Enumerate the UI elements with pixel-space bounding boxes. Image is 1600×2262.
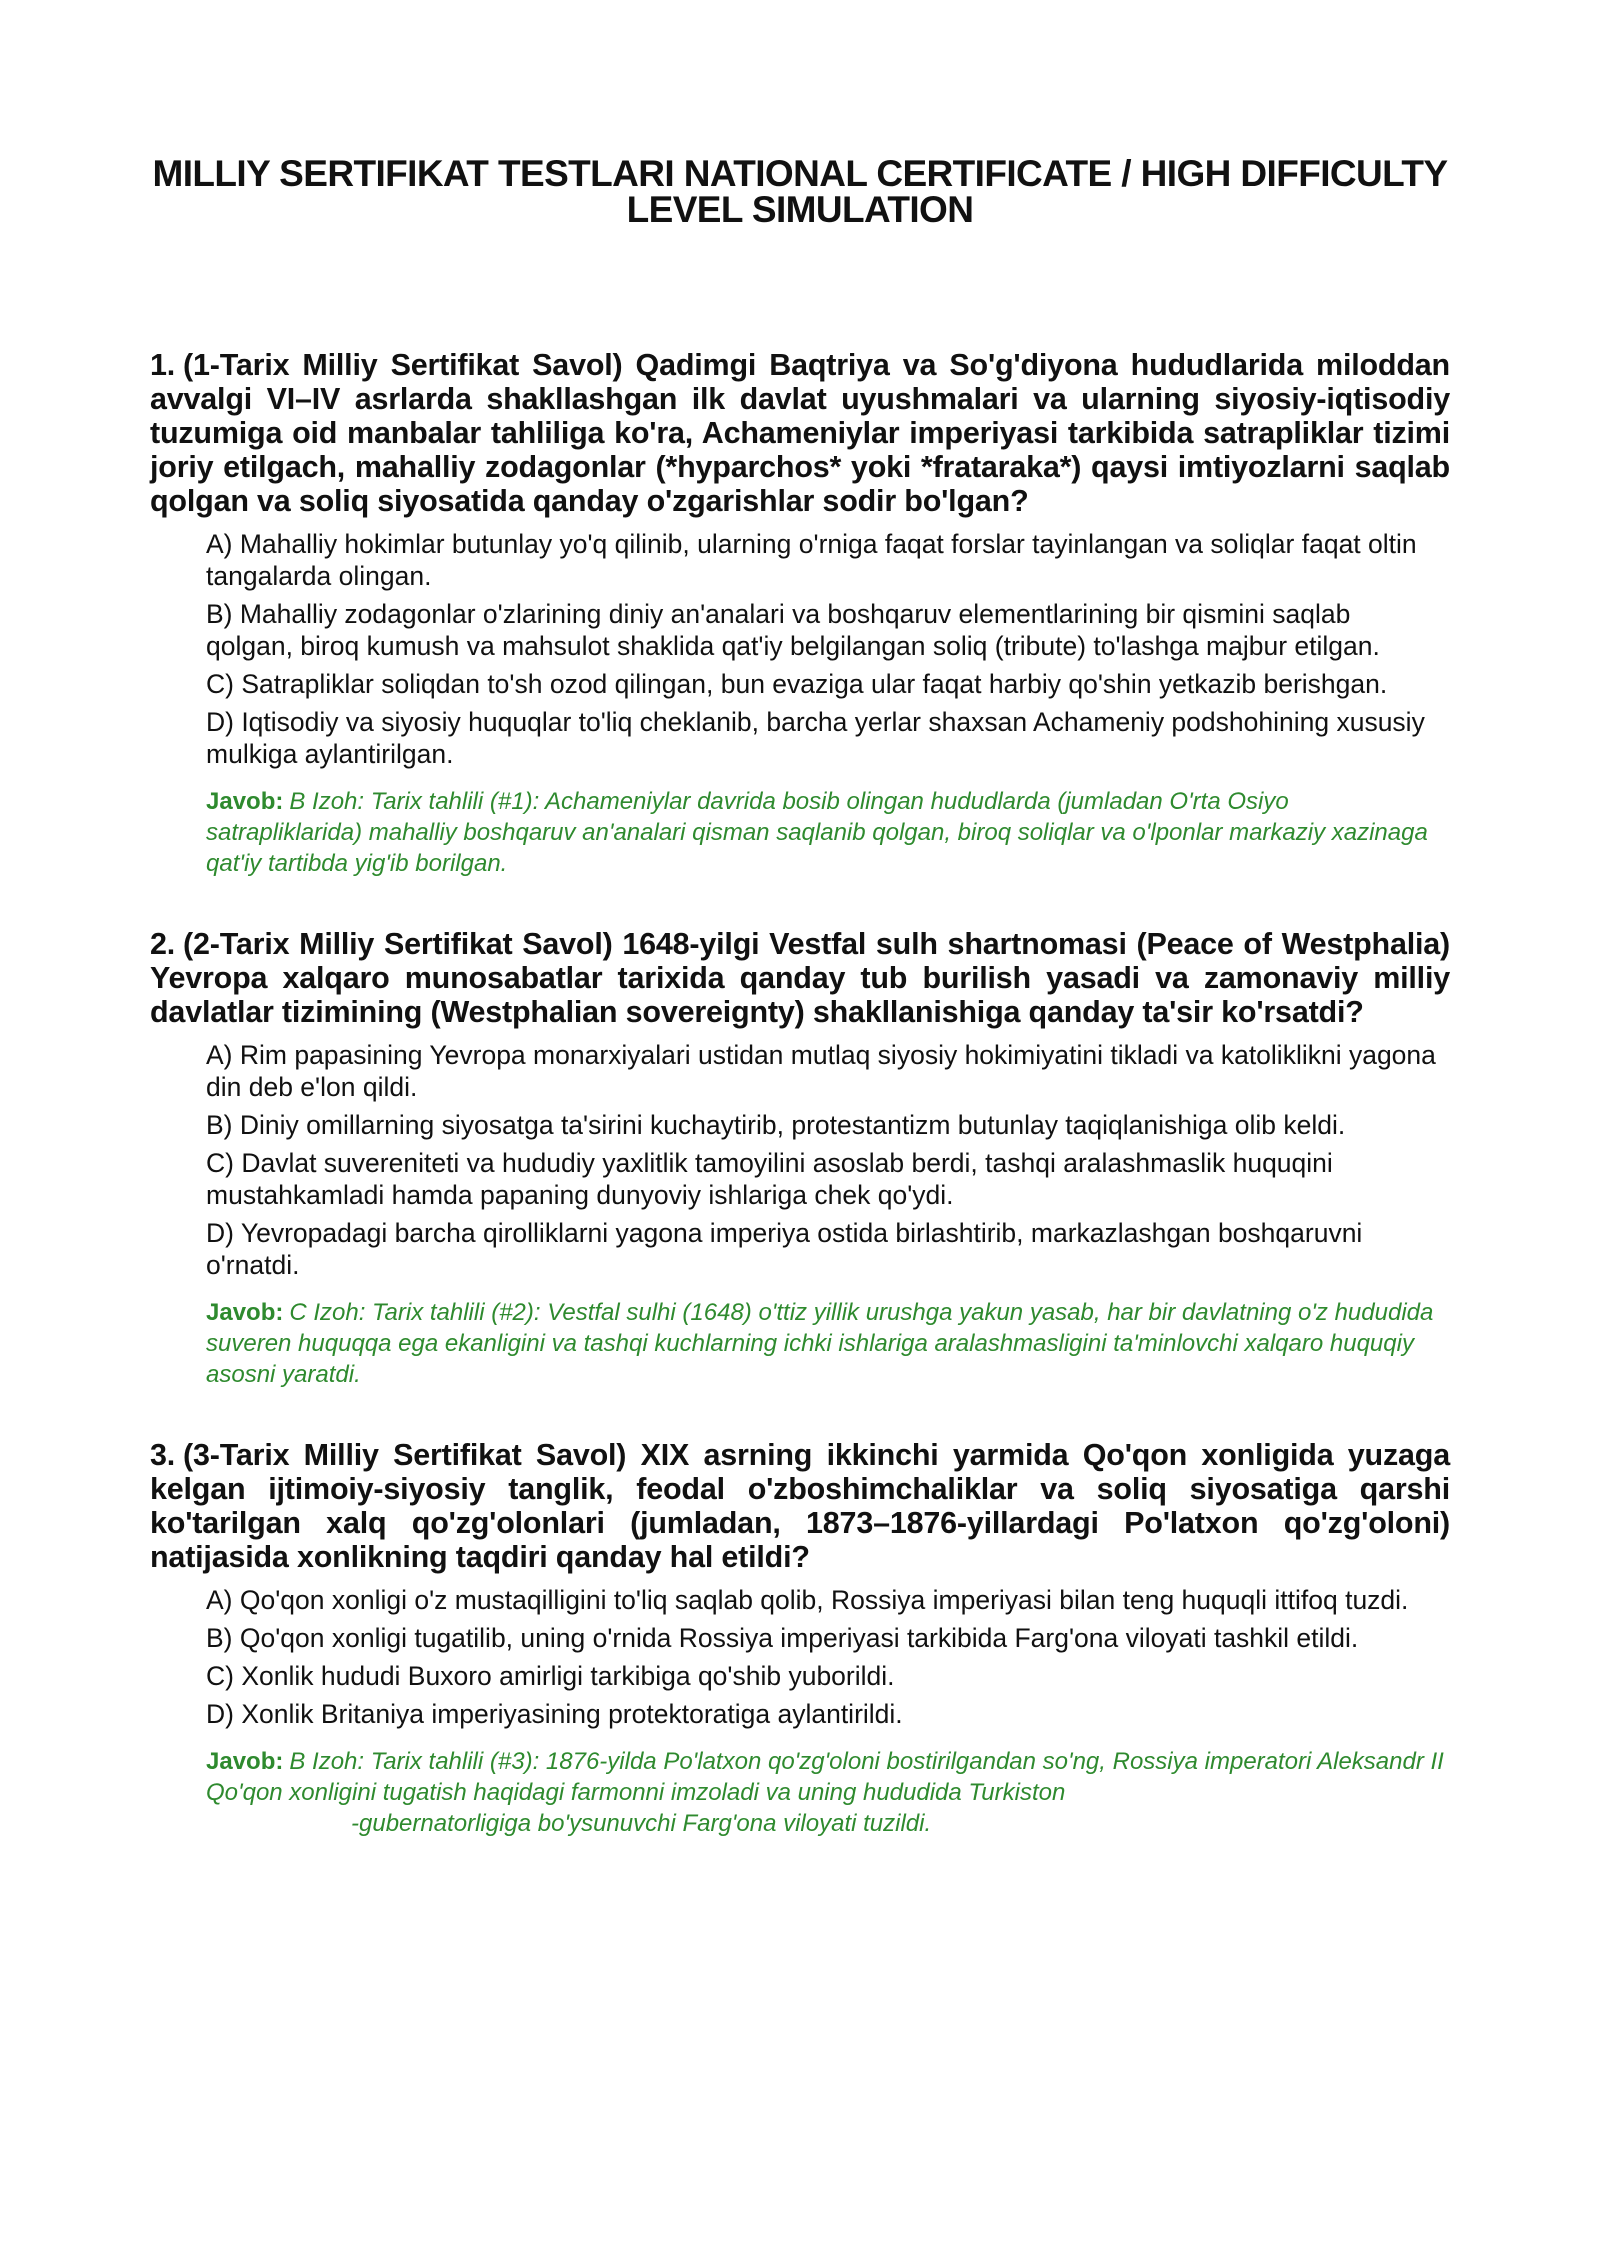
- answer-explanation: [150, 786, 1446, 879]
- question-2: [150, 927, 1450, 1390]
- option-d: D) Yevropadagi barcha qirolliklarni yagona imperiya ostida birlashtirib, markazlashgan boshqaruvni o'rnatdi.: [206, 1218, 1363, 1280]
- question-3: [150, 1438, 1450, 1839]
- answer-label: Javob:: [206, 788, 284, 815]
- question-number: 1.: [150, 348, 176, 382]
- option-a: A) Mahalliy hokimlar butunlay yo'q qilinib, ularning o'rniga faqat forslar tayinlangan va soliqlar faqat oltin tangalarda olingan.: [206, 529, 1417, 591]
- option-list: [150, 1039, 1436, 1281]
- option-list: [150, 528, 1436, 770]
- question-text: [150, 1438, 1450, 1574]
- question-list: [150, 348, 1450, 1839]
- option-a: A) Qo'qon xonligi o'z mustaqilligini to'liq saqlab qolib, Rossiya imperiyasi bilan teng huquqli ittifoq tuzdi.: [206, 1585, 1409, 1615]
- question-text: [150, 348, 1450, 518]
- answer-text: C Izoh: Tarix tahlili (#2): Vestfal sulhi (1648) o'ttiz yillik urushga yakun yasab, har bir davlatning o'z hududida suveren huquqqa ega ekanligini va tashqi kuchlarning ichki ishlariga aralashmasligini ta'minlovchi xalqaro huquqiy asosni yaratdi.: [206, 1299, 1434, 1388]
- question-body: (1-Tarix Milliy Sertifikat Savol) Qadimgi Baqtriya va So'g'diyona hududlarida miloddan avvalgi VI–IV asrlarda shakllashgan ilk davlat uyushmalari va ularning siyosiy-iqtisodiy tuzumiga oid manbalar tahliliga ko'ra, Achameniylar imperiyasi tarkibida satrapliklar tizimi joriy etilgach, mahalliy zodagonlar (*hyparchos* yoki *frataraka*) qaysi imtiyozlarni saqlab qolgan va soliq siyosatida qanday o'zgarishlar sodir bo'lgan?: [150, 348, 1450, 518]
- question-body: (2-Tarix Milliy Sertifikat Savol) 1648-yilgi Vestfal sulh shartnomasi (Peace of Westphalia) Yevropa xalqaro munosabatlar tarixida qanday tub burilish yasadi va zamonaviy milliy davlatlar tizimining (Westphalian sovereignty) shakllanishiga qanday ta'sir ko'rsatdi?: [150, 927, 1450, 1029]
- question-number: 2.: [150, 927, 176, 961]
- option-d: D) Xonlik Britaniya imperiyasining protektoratiga aylantirildi.: [206, 1699, 903, 1729]
- answer-explanation: [150, 1746, 1446, 1839]
- answer-explanation: [150, 1297, 1446, 1390]
- option-c: C) Satrapliklar soliqdan to'sh ozod qilingan, bun evaziga ular faqat harbiy qo'shin yetkazib berishgan.: [206, 669, 1388, 699]
- option-c: C) Xonlik hududi Buxoro amirligi tarkibiga qo'shib yuborildi.: [206, 1661, 895, 1691]
- option-b: B) Qo'qon xonligi tugatilib, uning o'rnida Rossiya imperiyasi tarkibida Farg'ona viloyati tashkil etildi.: [206, 1623, 1359, 1653]
- answer-label: Javob:: [206, 1748, 284, 1775]
- document-title: MILLIY SERTIFIKAT TESTLARI NATIONAL CERTIFICATE / HIGH DIFFICULTY LEVEL SIMULATION: [152, 153, 1448, 230]
- question-body: (3-Tarix Milliy Sertifikat Savol) XIX asrning ikkinchi yarmida Qo'qon xonligida yuzaga kelgan ijtimoiy-siyosiy tanglik, feodal o'zboshimchaliklar va soliq siyosatiga qarshi ko'tarilgan xalq qo'zg'olonlari (jumladan, 1873–1876-yillardagi Po'latxon qo'zg'oloni) natijasida xonlikning taqdiri qanday hal etildi?: [150, 1438, 1450, 1574]
- question-number: 3.: [150, 1438, 176, 1472]
- option-list: [150, 1584, 1436, 1730]
- option-d: D) Iqtisodiy va siyosiy huquqlar to'liq cheklanib, barcha yerlar shaxsan Achameniy podshohining xususiy mulkiga aylantirilgan.: [206, 707, 1425, 769]
- answer-text: B Izoh: Tarix tahlili (#1): Achameniylar davrida bosib olingan hududlarda (jumladan O'rta Osiyo satrapliklarida) mahalliy boshqaruv an'analari qisman saqlanib qolgan, biroq soliqlar va o'lponlar markaziy xazinaga qat'iy tartibda yig'ib borilgan.: [206, 788, 1428, 877]
- document-page: [150, 150, 1450, 1887]
- answer-text: B Izoh: Tarix tahlili (#3): 1876-yilda Po'latxon qo'zg'oloni bostirilgandan so'ng, Rossiya imperatori Aleksandr II Qo'qon xonligini tugatish haqidagi farmonni imzoladi va uning hududida Turkiston: [206, 1748, 1444, 1806]
- question-1: [150, 348, 1450, 879]
- option-b: B) Diniy omillarning siyosatga ta'sirini kuchaytirib, protestantizm butunlay taqiqlanishiga olib keldi.: [206, 1110, 1346, 1140]
- option-b: B) Mahalliy zodagonlar o'zlarining diniy an'analari va boshqaruv elementlarining bir qismini saqlab qolgan, biroq kumush va mahsulot shaklida qat'iy belgilangan soliq (tribute) to'lashga majbur etilgan.: [206, 599, 1380, 661]
- option-c: C) Davlat suvereniteti va hududiy yaxlitlik tamoyilini asoslab berdi, tashqi aralashmaslik huquqini mustahkamladi hamda papaning dunyoviy ishlariga chek qo'ydi.: [206, 1148, 1333, 1210]
- option-a: A) Rim papasining Yevropa monarxiyalari ustidan mutlaq siyosiy hokimiyatini tikladi va katoliklikni yagona din deb e'lon qildi.: [206, 1040, 1436, 1102]
- question-text: [150, 927, 1450, 1029]
- answer-text-continued: -gubernatorligiga bo'ysunuvchi Farg'ona viloyati tuzildi.: [351, 1810, 932, 1837]
- answer-label: Javob:: [206, 1299, 284, 1326]
